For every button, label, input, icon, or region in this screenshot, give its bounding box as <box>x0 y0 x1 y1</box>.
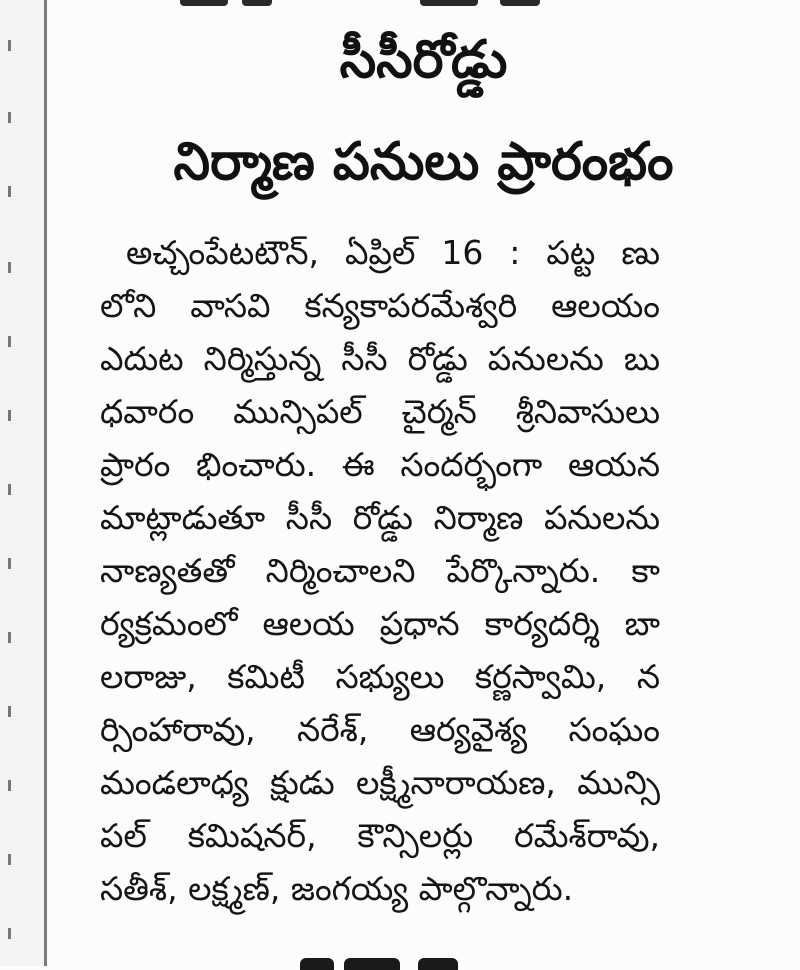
page-margin-strip <box>0 0 44 966</box>
body-line: ర్యక్రమంలో ఆలయ ప్రధాన కార్యదర్శి బా <box>100 604 660 643</box>
article-body <box>100 226 660 915</box>
margin-mark <box>8 706 11 717</box>
margin-mark <box>8 40 11 51</box>
body-line: పల్ కమిషనర్, కౌన్సిలర్లు రమేశ్‌రావు, <box>100 816 660 855</box>
body-line: ధవారం మున్సిపల్ చైర్మన్ శ్రీనివాసులు <box>100 392 660 431</box>
body-line: నాణ్యతతో నిర్మించాలని పేర్కొన్నారు. కా <box>100 551 660 590</box>
margin-mark <box>8 112 11 123</box>
margin-mark <box>8 186 11 197</box>
margin-mark <box>8 854 11 865</box>
body-line: ర్సింహారావు, నరేశ్, ఆర్యవైశ్య సంఘం <box>100 710 660 749</box>
body-line: సతీశ్, లక్ష్మణ్, జంగయ్య పాల్గొన్నారు. <box>100 869 574 908</box>
margin-mark <box>8 336 11 347</box>
margin-mark <box>8 558 11 569</box>
margin-mark <box>8 410 11 421</box>
headline-line-2: నిర్మాణ పనులు ప్రారంభం <box>173 132 674 192</box>
margin-mark <box>8 632 11 643</box>
next-article-fragment <box>300 956 480 970</box>
body-line: లరాజు, కమిటీ సభ్యులు కర్ణస్వామి, న <box>100 657 660 696</box>
margin-mark <box>8 928 11 939</box>
body-line: అచ్చంపేటటౌన్, ఏప్రిల్ 16 : పట్ట ణు <box>126 233 660 272</box>
headline-line-1: సీసీరోడ్డు <box>339 30 508 90</box>
margin-mark <box>8 262 11 273</box>
body-line: ప్రారం భించారు. ఈ సందర్భంగా ఆయన <box>100 445 660 484</box>
body-line: లోని వాసవి కన్యకాపరమేశ్వరి ఆలయం <box>100 286 660 325</box>
margin-mark <box>8 780 11 791</box>
body-line: మండలాధ్య క్షుడు లక్ష్మీనారాయణ, మున్సి <box>100 763 660 802</box>
margin-mark <box>8 484 11 495</box>
body-line: ఎదుట నిర్మిస్తున్న సీసీ రోడ్డు పనులను బు <box>100 339 660 378</box>
body-line: మాట్లాడుతూ సీసీ రోడ్డు నిర్మాణ పనులను <box>100 498 660 537</box>
previous-article-fragment <box>180 0 560 8</box>
